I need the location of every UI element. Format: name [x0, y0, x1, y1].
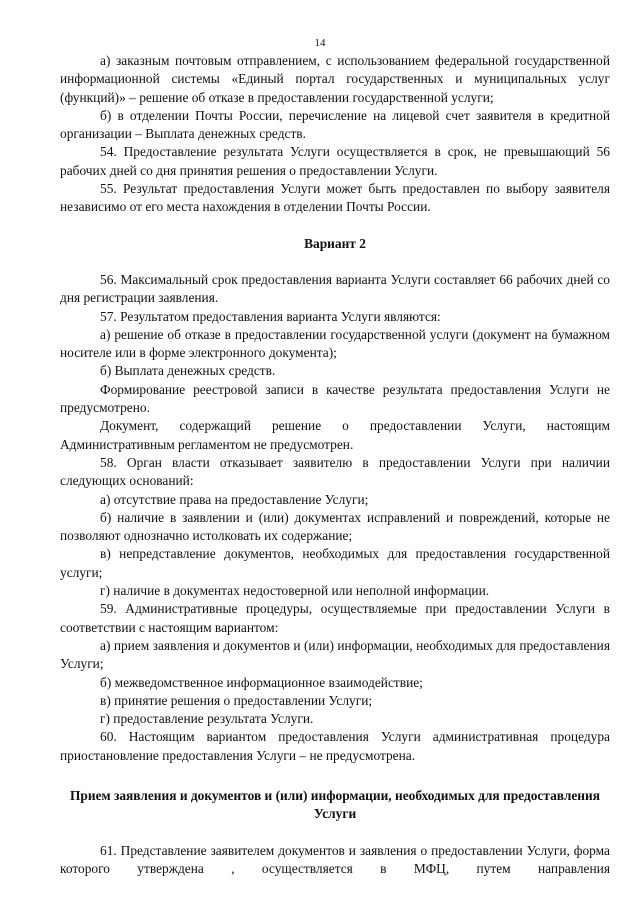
paragraph: а) решение об отказе в предоставлении государственной услуги (документ на бумажном носителе или в форме электронного документа); — [60, 326, 610, 361]
paragraph: б) Выплата денежных средств. — [100, 363, 276, 379]
paragraph: в) принятие решения о предоставлении Услуги; — [100, 692, 373, 708]
paragraph: Формирование реестровой записи в качестве результата предоставления Услуги не предусмотрено. — [60, 381, 610, 416]
paragraph-group-2 — [60, 271, 610, 765]
paragraph: 55. Результат предоставления Услуги может быть предоставлен по выбору заявителя независимо от его места нахождения в отделении Почты России. — [60, 181, 610, 215]
paragraph: в) непредставление документов, необходимых для предоставления государственной услуги; — [60, 546, 610, 580]
paragraph: 60. Настоящим вариантом предоставления Услуги административная процедура приостановление предоставления Услуги – не предусмотрена. — [60, 729, 610, 763]
paragraph: б) наличие в заявлении и (или) документах исправлений и повреждений, которые не позволяют однозначно истолковать их содержание; — [60, 509, 610, 544]
paragraph: б) межведомственное информационное взаимодействие; — [100, 674, 423, 690]
paragraph: г) предоставление результата Услуги. — [100, 711, 314, 727]
paragraph: б) в отделении Почты России, перечисление на лицевой счет заявителя в кредитной организации – Выплата денежных средств. — [60, 107, 610, 142]
paragraph: 56. Максимальный срок предоставления варианта Услуги составляет 66 рабочих дней со дня регистрации заявления. — [60, 271, 610, 306]
paragraph-group-3 — [60, 842, 610, 879]
section-heading-reception: Прием заявления и документов и (или) информации, необходимых для предоставления Услуги — [69, 787, 600, 822]
paragraph: 57. Результатом предоставления варианта Услуги являются: — [100, 308, 441, 324]
paragraph: 59. Административные процедуры, осуществляемые при предоставлении Услуги в соответствии с настоящим вариантом: — [60, 601, 610, 635]
paragraph: а) прием заявления и документов и (или) информации, необходимых для предоставления Услуги; — [60, 637, 610, 672]
section-heading-variant: Вариант 2 — [304, 235, 366, 251]
paragraph: а) заказным почтовым отправлением, с использованием федеральной государственной информационной системы «Единый портал государственных и муниципальных услуг (функций)» – решение об отказе в предоставлении государственной услуги; — [60, 53, 610, 105]
paragraph: 58. Орган власти отказывает заявителю в предоставлении Услуги при наличии следующих оснований: — [60, 454, 610, 489]
paragraph: Документ, содержащий решение о предоставлении Услуги, настоящим Административным регламентом не предусмотрен. — [60, 418, 610, 452]
paragraph-group-1 — [60, 52, 610, 217]
paragraph: а) отсутствие права на предоставление Услуги; — [100, 491, 369, 507]
paragraph: 61. Представление заявителем документов и заявления о предоставлении Услуги, форма которого утверждена , осуществляется в МФЦ, путем направления — [60, 842, 610, 876]
document-body — [60, 52, 610, 878]
page-number: 14 — [314, 37, 326, 49]
paragraph: 54. Предоставление результата Услуги осуществляется в срок, не превышающий 56 рабочих дней со дня принятия решения о предоставлении Услуги. — [60, 144, 610, 178]
paragraph: г) наличие в документах недостоверной или неполной информации. — [100, 583, 490, 599]
